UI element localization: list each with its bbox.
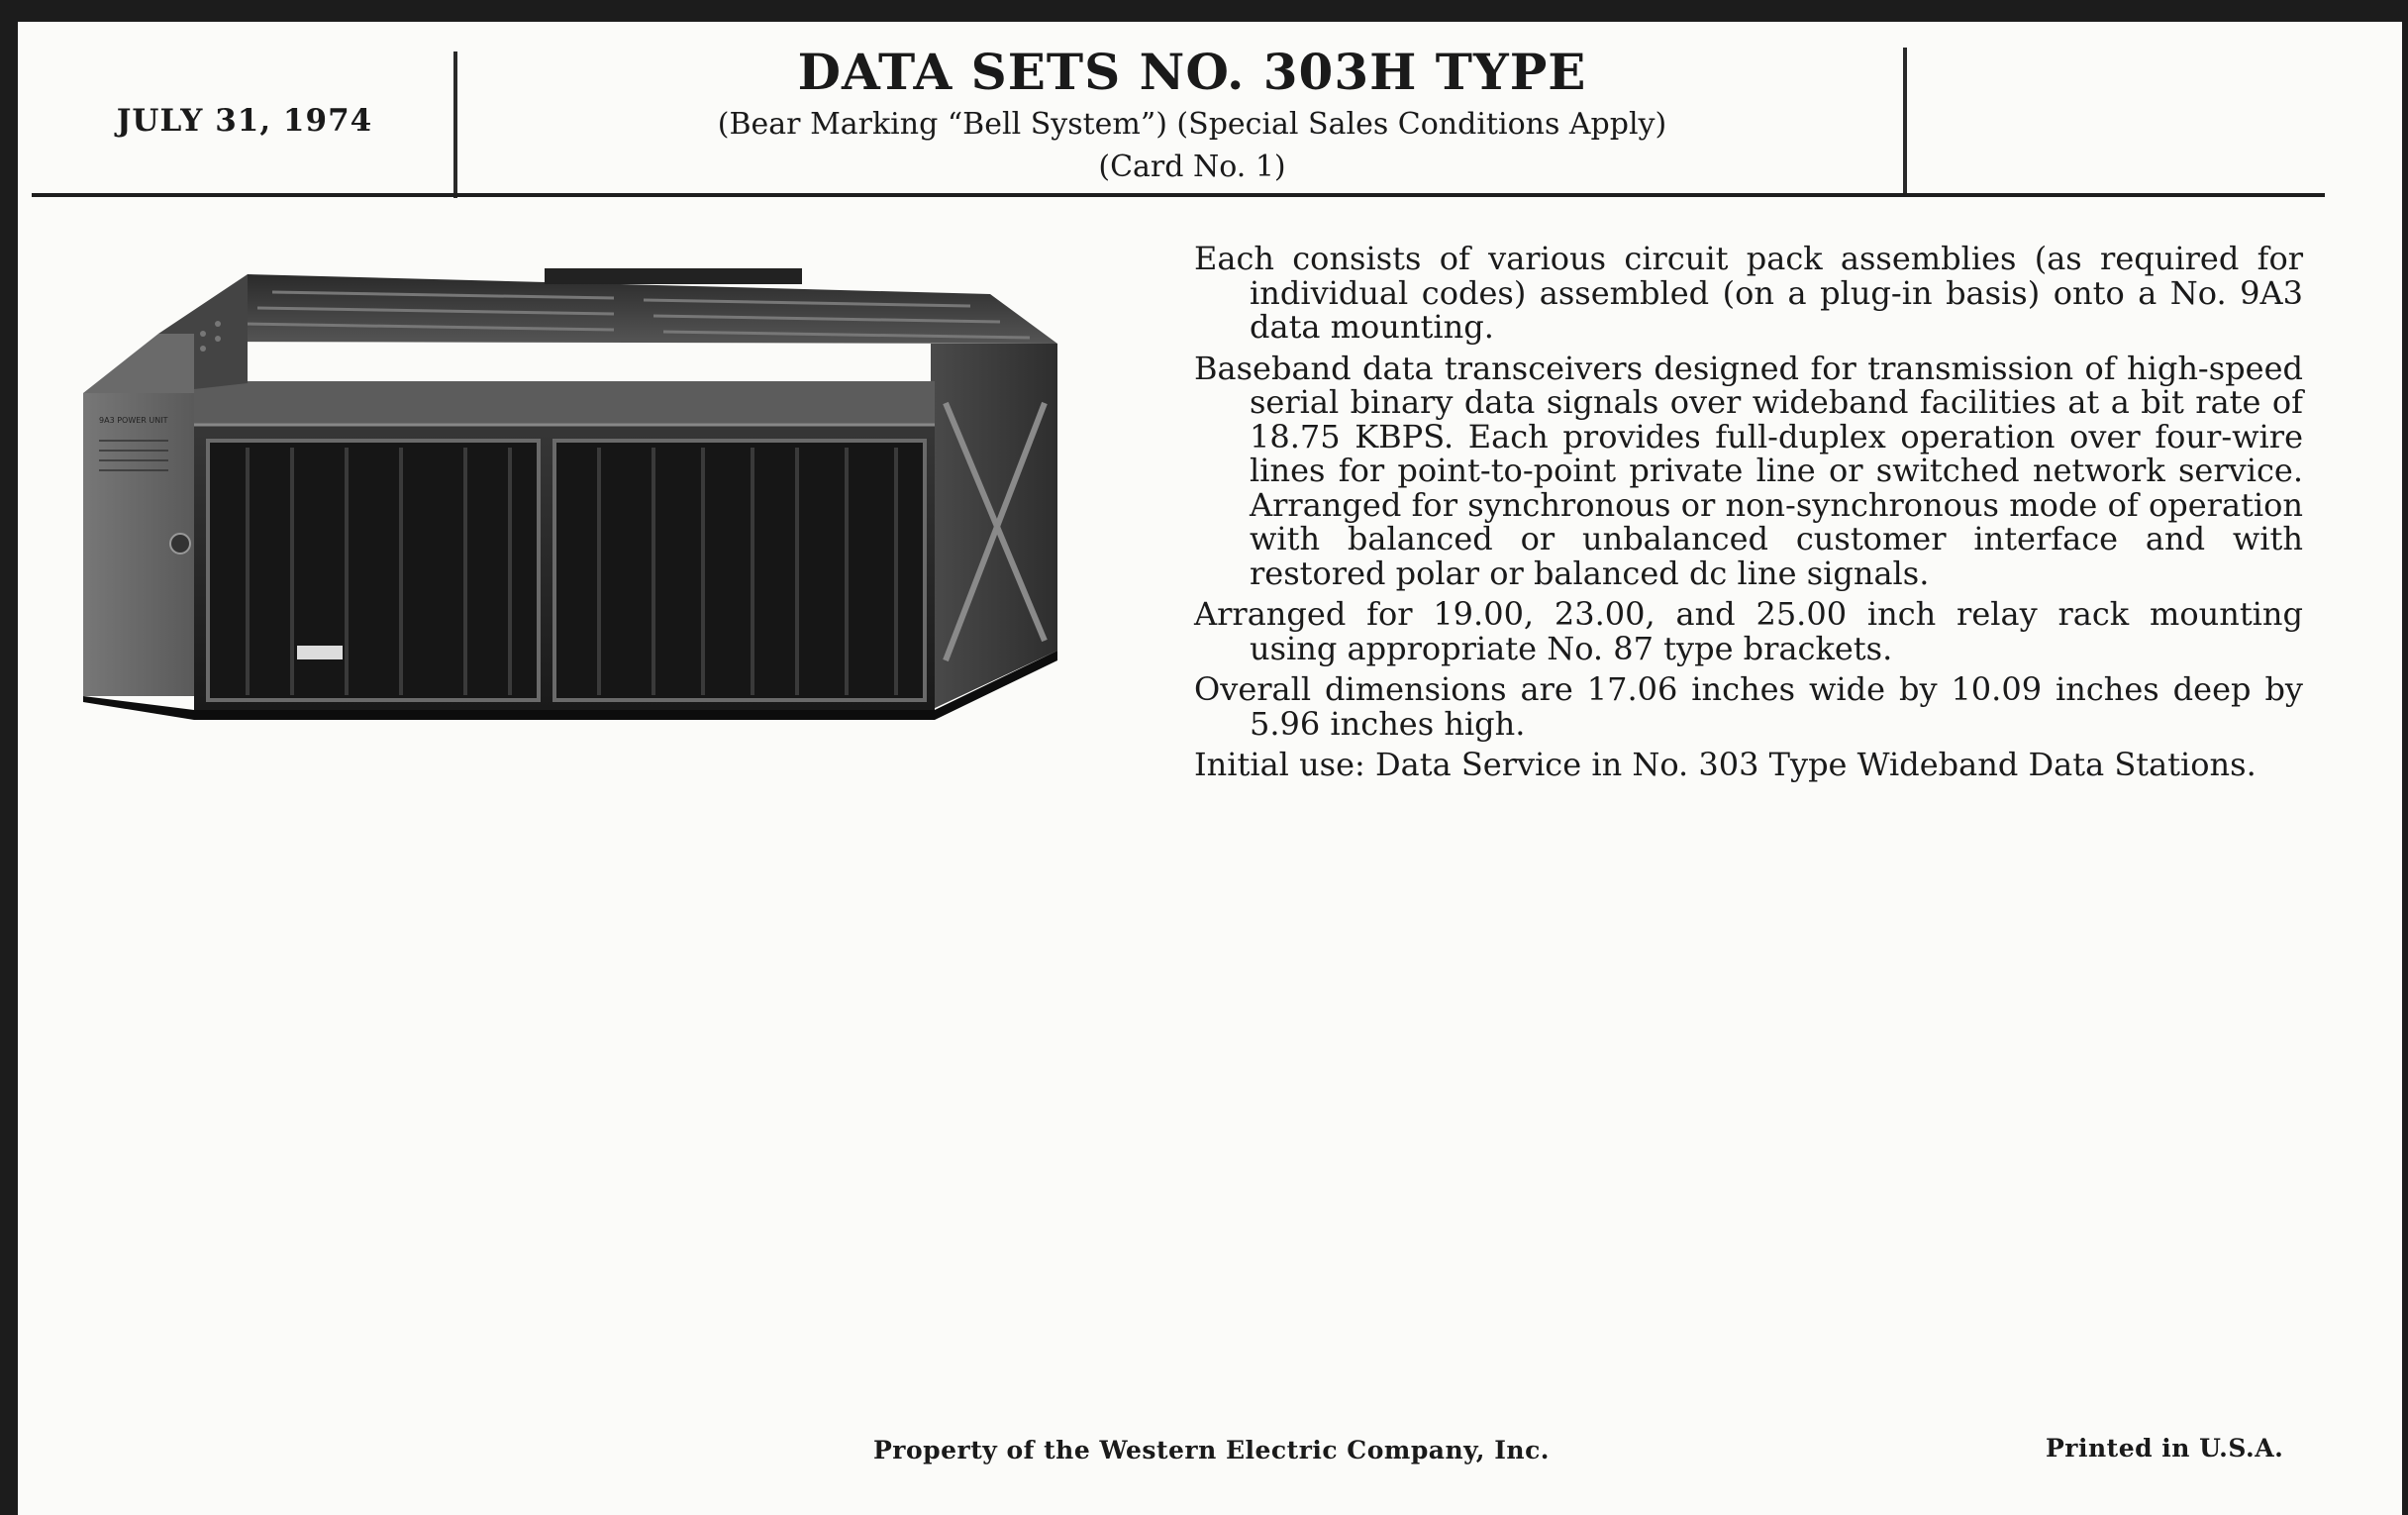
- card-number: (Card No. 1): [1098, 150, 1286, 184]
- description-paragraph: Baseband data transceivers designed for transmission of high-speed serial binary data signals over wideband facilities at a bit rate of 18.75 KBPS. Each provides full-duplex operation over four-wire lines for point-to-point private line or switched network service. Arranged for synchronous or non-synchronous mode of operation with balanced or unbalanced customer interface and with restored polar or balanced dc line signals.: [1194, 349, 2303, 592]
- description: [1194, 242, 2303, 789]
- title-block: [469, 42, 1915, 188]
- equipment-photo: [59, 245, 1069, 750]
- right-bay: [554, 441, 925, 700]
- catalog-card: [18, 22, 2402, 1515]
- chassis-top-lip: [545, 268, 802, 284]
- header-rule: [32, 193, 2325, 197]
- header-divider-left: [453, 51, 457, 198]
- power-knob: [170, 534, 190, 554]
- power-unit-label: 9A3 POWER UNIT: [99, 416, 168, 425]
- footer-property: Property of the Western Electric Company, Inc.: [873, 1436, 1551, 1464]
- description-paragraph: Initial use: Data Service in No. 303 Type Wideband Data Stations.: [1194, 746, 2257, 783]
- description-paragraph: Arranged for 19.00, 23.00, and 25.00 inch relay rack mounting using appropriate No. 87 type brackets.: [1194, 595, 2303, 667]
- footer-printed: Printed in U.S.A.: [2046, 1434, 2284, 1463]
- left-bay: [208, 441, 539, 700]
- description-paragraph: Overall dimensions are 17.06 inches wide by 10.09 inches deep by 5.96 inches high.: [1194, 670, 2303, 743]
- card-subtitle: (Bear Marking “Bell System”) (Special Sales Conditions Apply): [717, 107, 1667, 142]
- description-paragraph: Each consists of various circuit pack assemblies (as required for individual codes) assembled (on a plug-in basis) onto a No. 9A3 data mounting.: [1194, 240, 2303, 346]
- card-date: JULY 31, 1974: [116, 103, 373, 139]
- header-divider-right: [1903, 48, 1907, 196]
- front-rail: [194, 381, 935, 425]
- card-title: DATA SETS NO. 303H TYPE: [797, 43, 1587, 101]
